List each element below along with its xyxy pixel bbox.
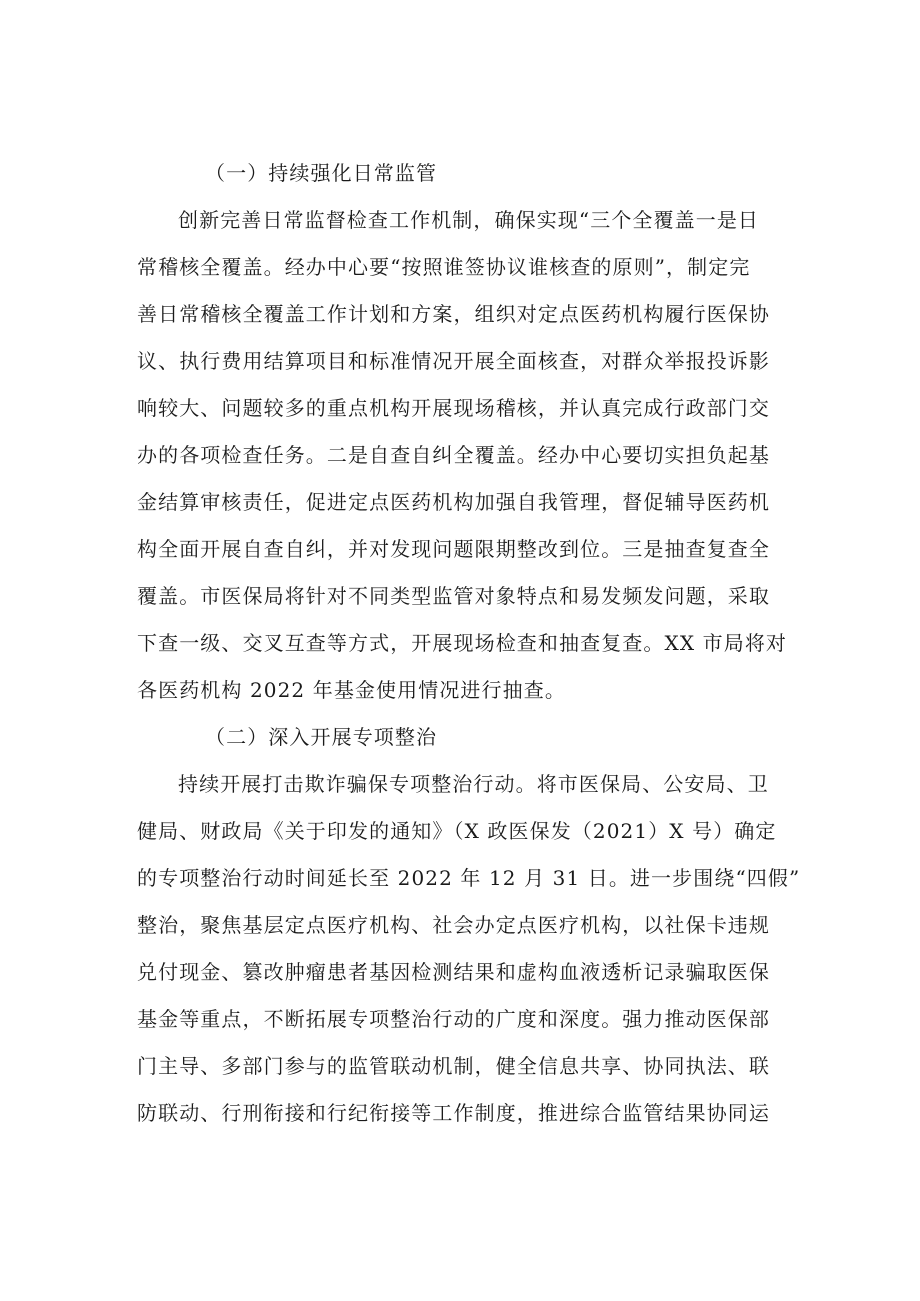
section-1-line-9: 覆盖。市医保局将针对不同类型监管对象特点和易发频发问题，采取 (137, 584, 770, 608)
section-2-line-4: 整治，聚焦基层定点医疗机构、社会办定点医疗机构，以社保卡违规 (137, 913, 770, 937)
section-1-line-11: 各医药机构 2022 年基金使用情况进行抽查。 (137, 678, 566, 702)
section-2-line-6: 基金等重点，不断拓展专项整治行动的广度和深度。强力推动医保部 (137, 1007, 770, 1031)
section-2-line-1: 持续开展打击欺诈骗保专项整治行动。将市医保局、公安局、卫 (178, 772, 769, 796)
section-2-line-3: 的专项整治行动时间延长至 2022 年 12 月 31 日。进一步围绕“四假” (137, 866, 801, 890)
section-2-line-5: 兑付现金、篡改肿瘤患者基因检测结果和虚构血液透析记录骗取医保 (137, 960, 770, 984)
section-2-line-7: 门主导、多部门参与的监管联动机制，健全信息共享、协同执法、联 (137, 1054, 770, 1078)
section-1-line-7: 金结算审核责任，促进定点医药机构加强自我管理，督促辅导医药机 (137, 490, 770, 514)
section-2-heading: （二）深入开展专项整治 (205, 725, 438, 749)
section-1-line-8: 构全面开展自查自纠，并对发现问题限期整改到位。三是抽查复查全 (137, 537, 770, 561)
section-1-line-1: 创新完善日常监督检查工作机制，确保实现“三个全覆盖一是日 (178, 208, 760, 232)
section-2-line-2: 健局、财政局《关于印发的通知》（X 政医保发（2021）X 号）确定 (137, 819, 777, 843)
section-1-line-4: 议、执行费用结算项目和标准情况开展全面核查，对群众举报投诉影 (137, 349, 770, 373)
section-1-line-5: 响较大、问题较多的重点机构开展现场稽核，并认真完成行政部门交 (137, 396, 770, 420)
section-1-line-10: 下查一级、交叉互查等方式，开展现场检查和抽查复查。XX 市局将对 (137, 631, 788, 655)
section-1-line-3: 善日常稽核全覆盖工作计划和方案，组织对定点医药机构履行医保协 (137, 302, 770, 326)
section-1-line-2: 常稽核全覆盖。经办中心要“按照谁签协议谁核查的原则”，制定完 (137, 255, 751, 279)
section-1-line-6: 办的各项检查任务。二是自查自纠全覆盖。经办中心要切实担负起基 (137, 443, 770, 467)
section-1-heading: （一）持续强化日常监管 (205, 161, 438, 185)
section-2-line-8: 防联动、行刑衔接和行纪衔接等工作制度，推进综合监管结果协同运 (137, 1101, 770, 1125)
